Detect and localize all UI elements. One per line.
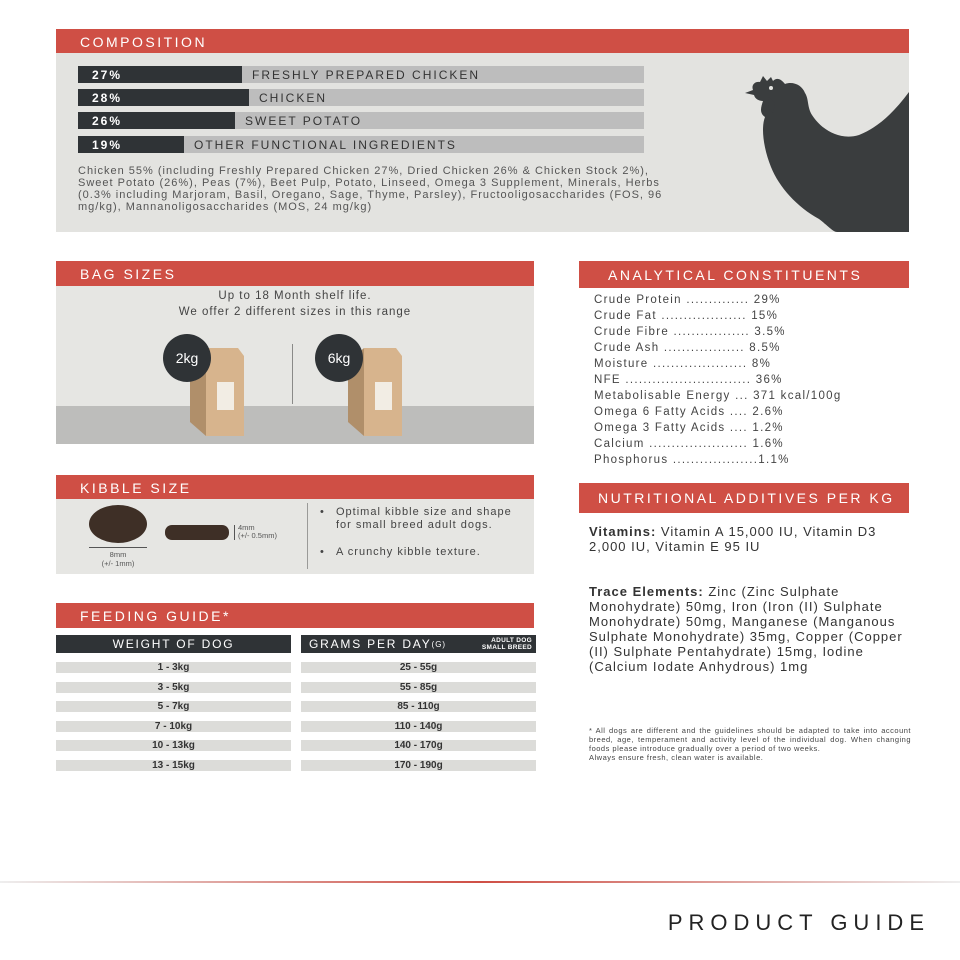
kibble-bullet: • Optimal kibble size and shape for small breed adult dogs. [320,506,520,532]
analytical-row: Crude Fat ................... 15% [594,310,779,322]
footnote-text: * All dogs are different and the guidelines should be adapted to take into account breed, age, temperament and activity level of the individual dog. When changing foods please introduce gradually over a period of two weeks. [589,726,911,753]
kibble-thickness-tolerance: (+/- 0.5mm) [238,531,277,540]
bag-size-badge: 2kg [163,334,211,382]
feeding-grams-cell: 25 - 55g [301,662,536,673]
kibble-bullet: • A crunchy kibble texture. [320,546,520,559]
composition-percent: 19% [78,136,184,153]
composition-percent: 27% [78,66,242,83]
composition-header: COMPOSITION [56,29,909,54]
bag-sizes-header: BAG SIZES [56,261,534,286]
composition-panel [56,53,909,232]
trace-elements-label: Trace Elements: [589,584,704,599]
vitamins-text: Vitamin A 15,000 IU, Vitamin D3 2,000 IU, Vitamin E 95 IU [589,524,877,554]
feeding-grams-cell: 110 - 140g [301,721,536,732]
feeding-weight-cell: 1 - 3kg [56,662,291,673]
analytical-row: Calcium ...................... 1.6% [594,438,784,450]
footnote-water: Always ensure fresh, clean water is available. [589,753,764,762]
composition-bar [78,66,644,83]
kibble-panel [56,499,534,574]
feeding-guide-header: FEEDING GUIDE* [56,603,534,628]
analytical-row: Moisture ..................... 8% [594,358,772,370]
feeding-weight-cell: 10 - 13kg [56,740,291,751]
feeding-footnote [589,726,911,762]
analytical-row: Crude Ash .................. 8.5% [594,342,781,354]
vitamins-label: Vitamins: [589,524,657,539]
size-range-text: We offer 2 different sizes in this range [178,306,412,318]
composition-ingredient: CHICKEN [259,90,328,105]
feeding-grams-cell: 55 - 85g [301,682,536,693]
trace-elements-block [589,584,904,674]
analytical-row: Omega 3 Fatty Acids .... 1.2% [594,422,784,434]
analytical-row: Omega 6 Fatty Acids .... 2.6% [594,406,784,418]
bag-size-badge: 6kg [315,334,363,382]
feeding-grams-cell: 140 - 170g [301,740,536,751]
feeding-weight-cell: 13 - 15kg [56,760,291,771]
feeding-weight-cell: 5 - 7kg [56,701,291,712]
kibble-divider [307,503,308,569]
shelf-life-text: Up to 18 Month shelf life. [218,290,372,302]
kibble-top-view-icon [89,505,147,543]
nutritional-additives-header: NUTRITIONAL ADDITIVES PER KG [579,483,909,513]
analytical-row: Crude Fibre ................. 3.5% [594,326,786,338]
kibble-width-line [89,547,147,548]
composition-bar [78,89,644,106]
composition-ingredient: SWEET POTATO [245,113,363,128]
composition-percent: 28% [78,89,249,106]
grams-column-note [482,637,532,651]
composition-bar [78,112,644,129]
feeding-weight-cell: 7 - 10kg [56,721,291,732]
hen-silhouette-icon [709,57,909,232]
grams-column-note-line: SMALL BREED [481,644,532,651]
kibble-size-header: KIBBLE SIZE [56,475,534,500]
analytical-row: NFE ............................ 36% [594,374,783,386]
feeding-weight-cell: 3 - 5kg [56,682,291,693]
composition-ingredient: FRESHLY PREPARED CHICKEN [252,67,481,82]
grams-column-header [301,635,536,653]
trace-elements-text: Zinc (Zinc Sulphate Monohydrate) 50mg, Iron (Iron (II) Sulphate Monohydrate) 50mg, Manganese (Manganous Sulphate Monohydrate) 35mg, Copper (Copper (II) Sulphate Pentahydrate) 15mg, Iodine (Calcium Iodate Anhydrous) 1mg [589,584,903,674]
analytical-row: Crude Protein .............. 29% [594,294,781,306]
composition-percent: 26% [78,112,235,129]
analytical-row: Metabolisable Energy ... 371 kcal/100g [594,390,842,402]
grams-column-unit: (G) [431,639,447,649]
vitamins-block [589,524,904,554]
feeding-grams-cell: 170 - 190g [301,760,536,771]
bag-sizes-panel [56,286,534,444]
kibble-height-line [234,525,235,540]
kibble-thickness-label: 4mm [238,523,255,532]
analytical-constituents-header: ANALYTICAL CONSTITUENTS [579,261,909,288]
weight-column-header: WEIGHT OF DOG [56,635,291,653]
kibble-diameter-tolerance: (+/- 1mm) [101,559,135,568]
composition-bar [78,136,644,153]
analytical-row: Phosphorus ...................1.1% [594,454,790,466]
grams-column-title: GRAMS PER DAY [309,637,432,651]
composition-description: Chicken 55% (including Freshly Prepared Chicken 27%, Dried Chicken 26% & Chicken Stock 2%), Sweet Potato (26%), Peas (7%), Beet Pulp, Potato, Linseed, Omega 3 Supplement, Minerals, Herbs (0.3% including Marjoram, Basil, Oregano, Sage, Thyme, Parsley), Fructooligosaccharides (FOS, 96 mg/kg), Mannanoligosaccharides (MOS, 24 mg/kg) [78,165,663,213]
divider-line [292,344,293,404]
feeding-grams-cell: 85 - 110g [301,701,536,712]
kibble-diameter-label: 8mm [109,550,127,559]
composition-ingredient: OTHER FUNCTIONAL INGREDIENTS [194,137,457,152]
analytical-list [594,294,914,470]
kibble-side-view-icon [165,525,229,540]
product-guide-title: PRODUCT GUIDE [667,910,930,935]
grams-column-note-line: ADULT DOG [491,637,532,644]
footer-divider [0,881,960,883]
floor-band [56,406,534,444]
